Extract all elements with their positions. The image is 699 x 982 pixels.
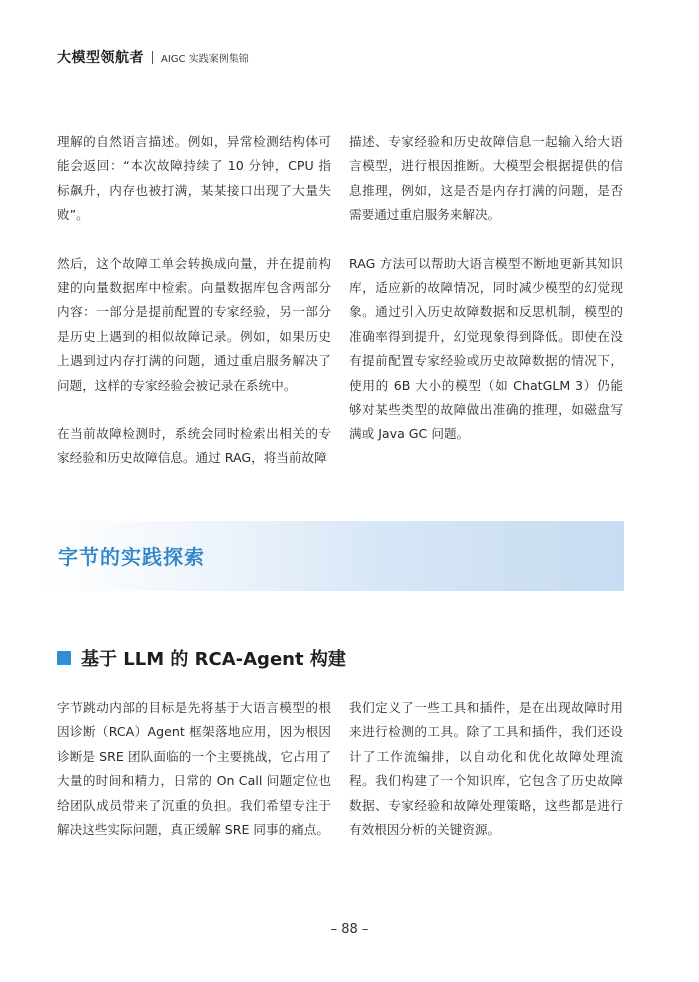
section-title: 基于 LLM 的 RCA-Agent 构建 <box>81 649 346 670</box>
paragraph: 理解的自然语言描述。例如，异常检测结构体可能会返回：“本次故障持续了 10 分钟，CPU 指标飙升，内存也被打满，某某接口出现了大量失败”。 <box>57 134 331 223</box>
brand-title: 大模型领航者 <box>57 50 144 66</box>
paragraph: 字节跳动内部的目标是先将基于大语言模型的根因诊断（RCA）Agent 框架落地应用，因为根因诊断是 SRE 团队面临的一个主要挑战，它占用了大量的时间和精力，日常的 On Call 问题定位也给团队成员带来了沉重的负担。我们希望专注于解决这些实际问题，真正缓解 SRE 同事的痛点。 <box>57 700 331 838</box>
page-header <box>57 48 249 66</box>
paragraph: 描述、专家经验和历史故障信息一起输入给大语言模型，进行根因推断。大模型会根据提供的信息推理，例如，这是否是内存打满的问题，是否需要通过重启服务来解决。 <box>349 134 623 223</box>
paragraph: 在当前故障检测时，系统会同时检索出相关的专家经验和历史故障信息。通过 RAG，将当前故障 <box>57 426 331 466</box>
header-divider <box>152 51 153 64</box>
section-heading <box>57 645 346 671</box>
bottom-right-column <box>349 696 623 842</box>
header-subtitle: AIGC 实践案例集锦 <box>161 53 249 65</box>
chapter-banner <box>40 521 624 591</box>
section-marker-icon <box>57 651 71 665</box>
paragraph: 然后，这个故障工单会转换成向量，并在提前构建的向量数据库中检索。向量数据库包含两部分内容：一部分是提前配置的专家经验，另一部分是历史上遇到的相似故障记录。例如，如果历史上遇到过内存打满的问题，通过重启服务解决了问题，这样的专家经验会被记录在系统中。 <box>57 255 331 393</box>
paragraph: 我们定义了一些工具和插件，是在出现故障时用来进行检测的工具。除了工具和插件，我们还设计了工作流编排，以自动化和优化故障处理流程。我们构建了一个知识库，它包含了历史故障数据、专家经验和故障处理策略，这些都是进行有效根因分析的关键资源。 <box>349 700 623 838</box>
top-right-column <box>349 130 623 447</box>
paragraph: RAG 方法可以帮助大语言模型不断地更新其知识库，适应新的故障情况，同时减少模型的幻觉现象。通过引入历史故障数据和反思机制，模型的准确率得到提升，幻觉现象得到降低。即使在没有提前配置专家经验或历史故障数据的情况下，使用的 6B 大小的模型（如 ChatGLM 3）仍能够对某些类型的故障做出准确的推理，如磁盘写满或 Java GC 问题。 <box>349 255 623 442</box>
page-number: – 88 – <box>330 922 369 937</box>
chapter-title: 字节的实践探索 <box>58 545 205 569</box>
bottom-left-column <box>57 696 331 842</box>
top-left-column <box>57 130 331 471</box>
